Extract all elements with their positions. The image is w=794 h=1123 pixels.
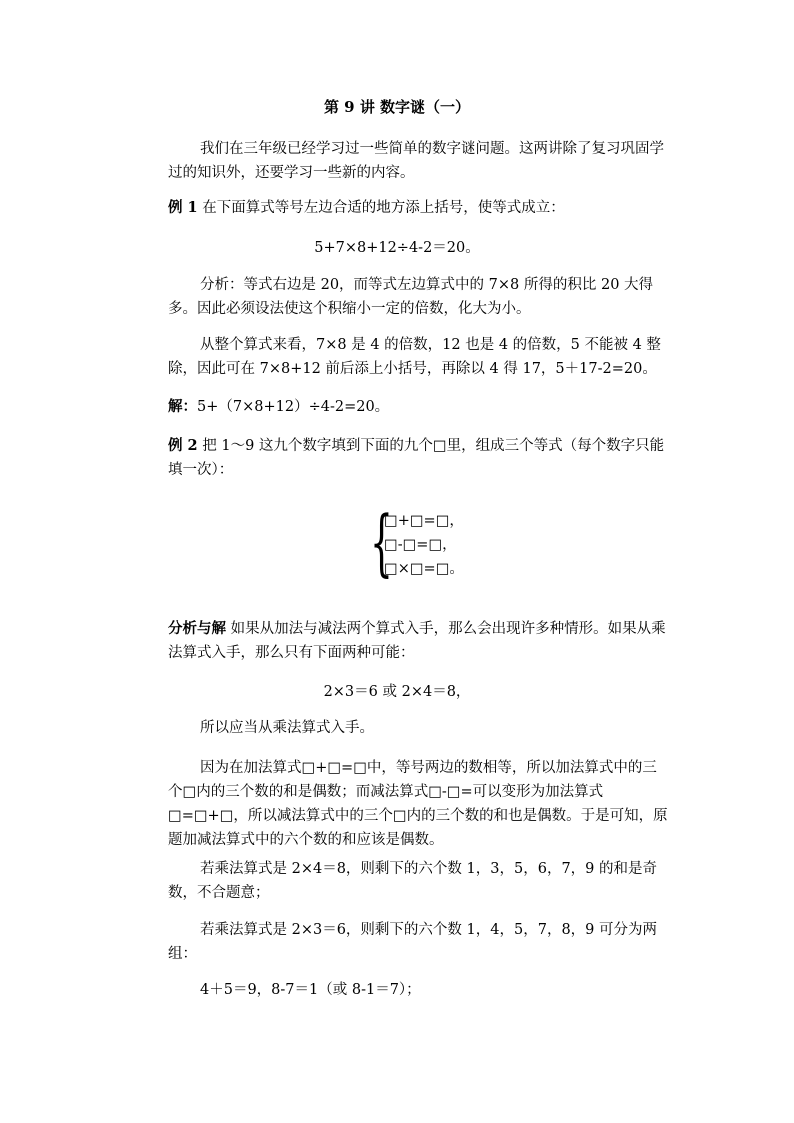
paragraph-case-2x4: 若乘法算式是 2×4＝8，则剩下的六个数 1，3，5，6，7，9 的和是奇数，不合题意； bbox=[168, 861, 658, 901]
example-1-equation: 5+7×8+12÷4-2＝20。 bbox=[314, 240, 480, 256]
example-2-analysis bbox=[168, 617, 668, 665]
analysis-text: 如果从加法与减法两个算式入手，那么会出现许多种情形。如果从乘法算式入手，那么只有下面两种可能： bbox=[168, 621, 666, 661]
intro-paragraph: 我们在三年级已经学习过一些简单的数字谜问题。这两讲除了复习巩固学过的知识外，还要学习一些新的内容。 bbox=[168, 141, 664, 181]
example-1-label: 例 1 bbox=[168, 199, 198, 216]
addition-equation: □+□=□， bbox=[384, 513, 464, 529]
solution-label: 解： bbox=[168, 398, 197, 415]
page-title: 第 9 讲 数字谜（一） bbox=[323, 98, 471, 116]
example-1-solution bbox=[168, 395, 668, 419]
left-brace: { bbox=[370, 500, 393, 584]
paragraph-case-2x3: 若乘法算式是 2×3＝6，则剩下的六个数 1，4，5，7，8，9 可分为两组： bbox=[168, 922, 658, 962]
example-1-prompt bbox=[168, 196, 668, 220]
example-2-prompt bbox=[168, 434, 668, 482]
example-1-analysis-1: 分析：等式右边是 20，而等式左边算式中的 7×8 所得的积比 20 大得多。因此必须设法使这个积缩小一定的倍数，化大为小。 bbox=[168, 277, 654, 317]
paragraph-groups: 4＋5＝9，8-7＝1（或 8-1＝7）； bbox=[200, 982, 421, 998]
subtraction-equation: □-□=□， bbox=[384, 537, 457, 553]
example-2-label: 例 2 bbox=[168, 437, 198, 454]
paragraph-start-multiplication: 所以应当从乘法算式入手。 bbox=[200, 720, 374, 736]
example-1-analysis-2: 从整个算式来看，7×8 是 4 的倍数，12 也是 4 的倍数，5 不能被 4 整除，因此可在 7×8+12 前后添上小括号，再除以 4 得 17，5＋17-2=20。 bbox=[168, 337, 661, 377]
paragraph-parity-reasoning: 因为在加法算式□+□=□中，等号两边的数相等，所以加法算式中的三个□内的三个数的和是偶数；而减法算式□-□=可以变形为加法算式□=□+□，所以减法算式中的三个□内的三个数的和也是偶数。于是可知，原题加减法算式中的六个数的和应该是偶数。 bbox=[168, 760, 668, 848]
solution-text: 5+（7×8+12）÷4-2=20。 bbox=[197, 399, 390, 415]
example-2-text: 把 1～9 这九个数字填到下面的九个□里，组成三个等式（每个数字只能填一次）： bbox=[168, 438, 665, 478]
multiplication-equation: □×□=□。 bbox=[384, 561, 464, 577]
example-1-text: 在下面算式等号左边合适的地方添上括号，使等式成立： bbox=[197, 200, 565, 216]
analysis-label: 分析与解 bbox=[168, 620, 226, 637]
example-2-equation: 2×3＝6 或 2×4＝8， bbox=[323, 684, 471, 700]
